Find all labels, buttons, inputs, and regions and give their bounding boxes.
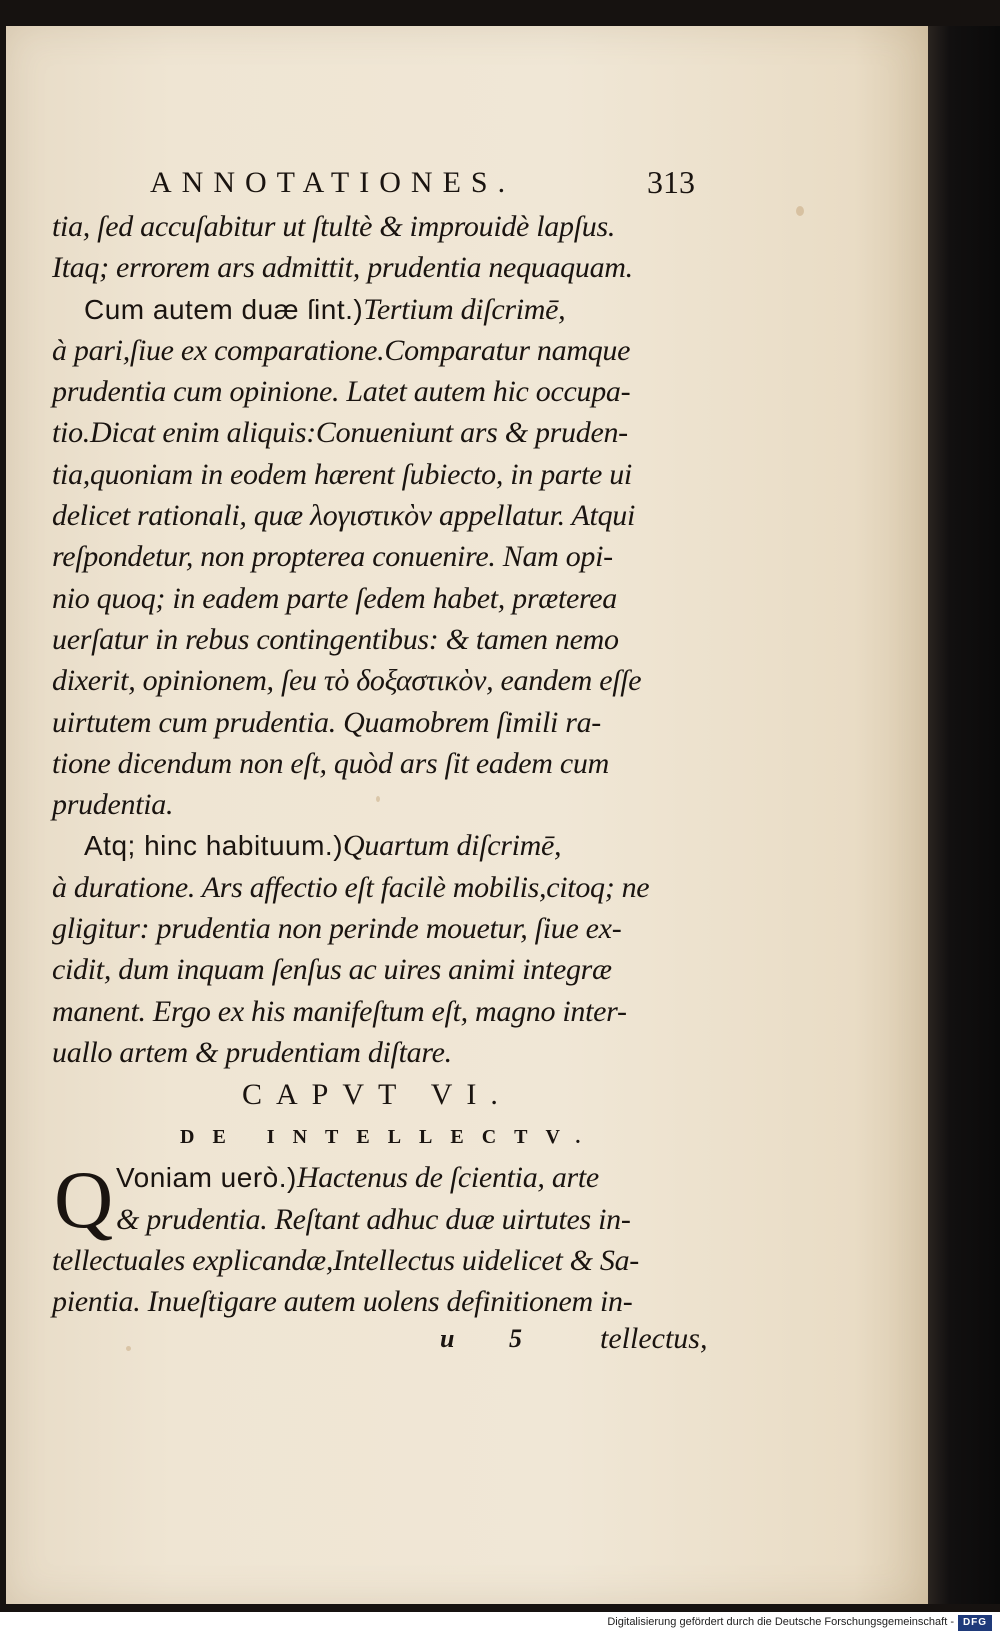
drop-capital: Q [54,1154,114,1246]
dfg-logo: DFG [958,1615,992,1631]
running-head: ANNOTATIONES. [150,166,516,199]
lemma: Voniam uerò.) [116,1162,297,1194]
text-line: gligitur: prudentia non perinde mouetur, ſiue ex- [52,912,622,946]
text-line: prudentia cum opinione. Latet autem hic occupa- [52,375,631,409]
text-line: prudentia. [52,788,174,822]
chapter-title: CAPVT VI. [242,1078,512,1112]
chapter-opening [52,1154,712,1246]
text-line: tio.Dicat enim aliquis:Conueniunt ars & pruden- [52,416,628,450]
text-line: uirtutem cum prudentia. Quamobrem ſimili ra- [52,705,601,739]
text-line: à pari,ſiue ex comparatione.Comparatur namque [52,333,631,367]
text-line: tellectuales explicandæ,Intellectus uidelicet & Sa- [52,1243,640,1277]
page-footer-line [52,1322,712,1366]
text-line: & prudentia. Reſtant adhuc duæ uirtutes in- [116,1202,631,1236]
text-line: tia, ſed accuſabitur ut ſtultè & improuidè lapſus. [52,210,616,243]
binding-shadow [928,26,1000,1604]
text-line: uallo artem & prudentiam diſtare. [52,1035,452,1069]
text-line [52,825,712,866]
page-number: 313 [647,164,695,200]
text-line [52,289,712,330]
text-fragment: Quartum diſcrimē, [343,829,562,863]
text-line: Itaq; errorem ars admittit, prudentia nequaquam. [52,251,633,285]
text-line: cidit, dum inquam ſenſus ac uires animi integræ [52,953,612,987]
page-text [52,160,712,1366]
signature-mark: u 5 [440,1324,546,1354]
text-line: à duratione. Ars affectio eſt facilè mobilis,citoq; ne [52,870,650,904]
lemma: Atq; hinc habituum.) [84,830,344,862]
text-line: tione dicendum non eſt, quòd ars ſit eadem cum [52,746,609,780]
text-line: delicet rationali, quæ λογιστικὸν appellatur. Atqui [52,499,636,533]
text-line [52,1157,712,1198]
digitization-credit-bar [0,1612,1000,1635]
text-line: reſpondetur, non propterea conuenire. Nam opi- [52,540,613,574]
funding-credit: Digitalisierung gefördert durch die Deutsche Forschungsgemeinschaft - [607,1616,954,1628]
text-line: manent. Ergo ex his manifeſtum eſt, magno inter- [52,994,627,1028]
text-line: pientia. Inueſtigare autem uolens definitionem in- [52,1285,633,1319]
page-header [52,160,712,206]
chapter-subtitle: DE INTELLECTV. [180,1126,599,1149]
text-fragment: Tertium diſcrimē, [363,292,566,326]
text-line: nio quoq; in eadem parte ſedem habet, præterea [52,581,617,615]
catchword: tellectus, [600,1322,708,1356]
text-line: uerſatur in rebus contingentibus: & tamen nemo [52,622,619,656]
text-line: tia,quoniam in eodem hærent ſubiecto, in parte ui [52,457,632,491]
text-line: dixerit, opinionem, ſeu τὸ δοξαστικὸν, eandem eſſe [52,664,642,698]
lemma: Cum autem duæ ſint.) [84,293,364,325]
text-fragment: Hactenus de ſcientia, arte [296,1161,599,1195]
paper-stain [796,206,804,216]
